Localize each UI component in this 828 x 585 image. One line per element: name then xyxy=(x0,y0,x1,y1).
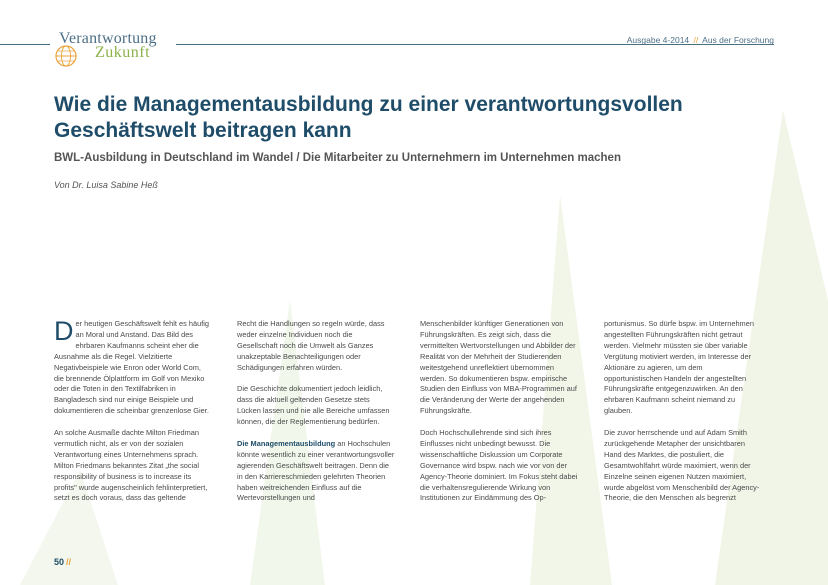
paragraph: Menschenbilder künftiger Generationen von Führungskräften. Es zeigt sich, dass die vermittelten Wertvorstellungen und Abbilder der Realität von der Mehrheit der Studierenden weitestgehend unreflektiert übernommen werden. So dokumentieren bspw. empirische Studien den Einfluss von MBA-Programmen auf die Veränderung der Werte der angehenden Führungskräfte. xyxy=(420,319,577,416)
paragraph xyxy=(237,439,395,504)
page-number xyxy=(54,557,71,567)
article-subtitle: BWL-Ausbildung in Deutschland im Wandel / Die Mitarbeiter zu Unternehmern im Unternehmen machen xyxy=(54,152,621,164)
section-label: Aus der Forschung xyxy=(702,35,774,45)
paragraph xyxy=(54,316,212,417)
text-column-3 xyxy=(420,319,578,515)
highlighted-term: Die Managementausbildung xyxy=(237,438,336,448)
drop-cap: D xyxy=(54,316,74,346)
text-column-1 xyxy=(54,316,212,515)
logo-wordmark-line1: Verantwortung xyxy=(59,30,157,47)
header-rule-left xyxy=(0,44,50,45)
article-title: Wie die Managementausbildung zu einer verantwortungsvollen Geschäftswelt beitragen kann xyxy=(54,93,683,142)
issue-label: Ausgabe 4-2014 xyxy=(626,35,690,45)
paragraph-text: er heutigen Geschäftswelt fehlt es häufig an Moral und Anstand. Das Bild des ehrbaren Kaufmanns scheint eher die Ausnahme als die Regel. Vielzitierte Negativbeispiele wie Enron oder World Com, die brennende Ölplattform im Golf von Mexiko oder die Toten in den Textilfabriken in Bangladesch sind nur einige Beispiele und dokumentieren die scheinbar grenzenlose Gier. xyxy=(54,319,210,416)
logo-wordmark-line2: Zukunft xyxy=(95,44,151,61)
text-column-4 xyxy=(604,319,762,515)
paragraph: portunismus. So dürfe bspw. im Unternehmen angestellten Führungskräften nicht getraut werden. Vielmehr müssten sie über variable Vergütung motiviert werden, im Interesse der Aktionäre zu agieren, um dem opportunistischen Handeln der angestellten Führungskräfte entgegenzuwirken. An den ehrbaren Kaufmann scheint niemand zu glauben. xyxy=(604,319,754,416)
publication-logo xyxy=(54,27,179,69)
paragraph: Doch Hochschullehrende sind sich ihres Einflusses nicht unbedingt bewusst. Die wissenschaftliche Diskussion um Corporate Governance wird bspw. nach wie vor von der Agency-Theorie dominiert. Im Fokus steht dabei die verhaltensregulierende Wirkung von Institutionen zur Eindämmung des Op- xyxy=(420,428,578,503)
issue-section-label xyxy=(627,35,774,45)
paragraph: An solche Ausmaße dachte Milton Friedman vermutlich nicht, als er von der sozialen Verantwortung eines Unternehmens sprach. Milton Friedmans bekanntes Zitat „the social responsibility of business is to increase its profits" wurde augenscheinlich fehlinterpretiert, setzt es doch voraus, dass das geltende xyxy=(54,428,208,503)
page-number-value: 50 xyxy=(54,557,65,567)
text-column-2 xyxy=(237,319,395,515)
header-separator: // xyxy=(693,35,699,45)
paragraph: Die Geschichte dokumentiert jedoch leidlich, dass die aktuell geltenden Gesetze stets Lücken lassen und nie alle Bereiche umfassen können, die der Reglementierung bedürfen. xyxy=(237,384,390,427)
paragraph: Recht die Handlungen so regeln würde, dass weder einzelne Individuen noch die Gesellschaft noch die Umwelt als Ganzes unakzeptable Benachteiligungen oder Schädigungen erfahren würden. xyxy=(237,319,385,372)
footer-separator: // xyxy=(66,557,72,567)
paragraph-text: an Hochschulen könnte wesentlich zu einer verantwortungsvoller agierenden Geschäftswelt beitragen. Denn die in den Karriereschmieden gelehrten Theorien haben weitreichenden Einfluss auf die Wertevorstellungen und xyxy=(237,438,395,503)
paragraph: Die zuvor herrschende und auf Adam Smith zurückgehende Metapher der unsichtbaren Hand des Marktes, die postuliert, die Gesamtwohlfahrt würde maximiert, wenn der Einzelne seinen eigenen Nutzen maximiert, wurde abgelöst vom Menschenbild der Agency-Theorie, die den Menschen als begrenzt xyxy=(604,428,760,503)
article-byline: Von Dr. Luisa Sabine Heß xyxy=(54,180,158,190)
